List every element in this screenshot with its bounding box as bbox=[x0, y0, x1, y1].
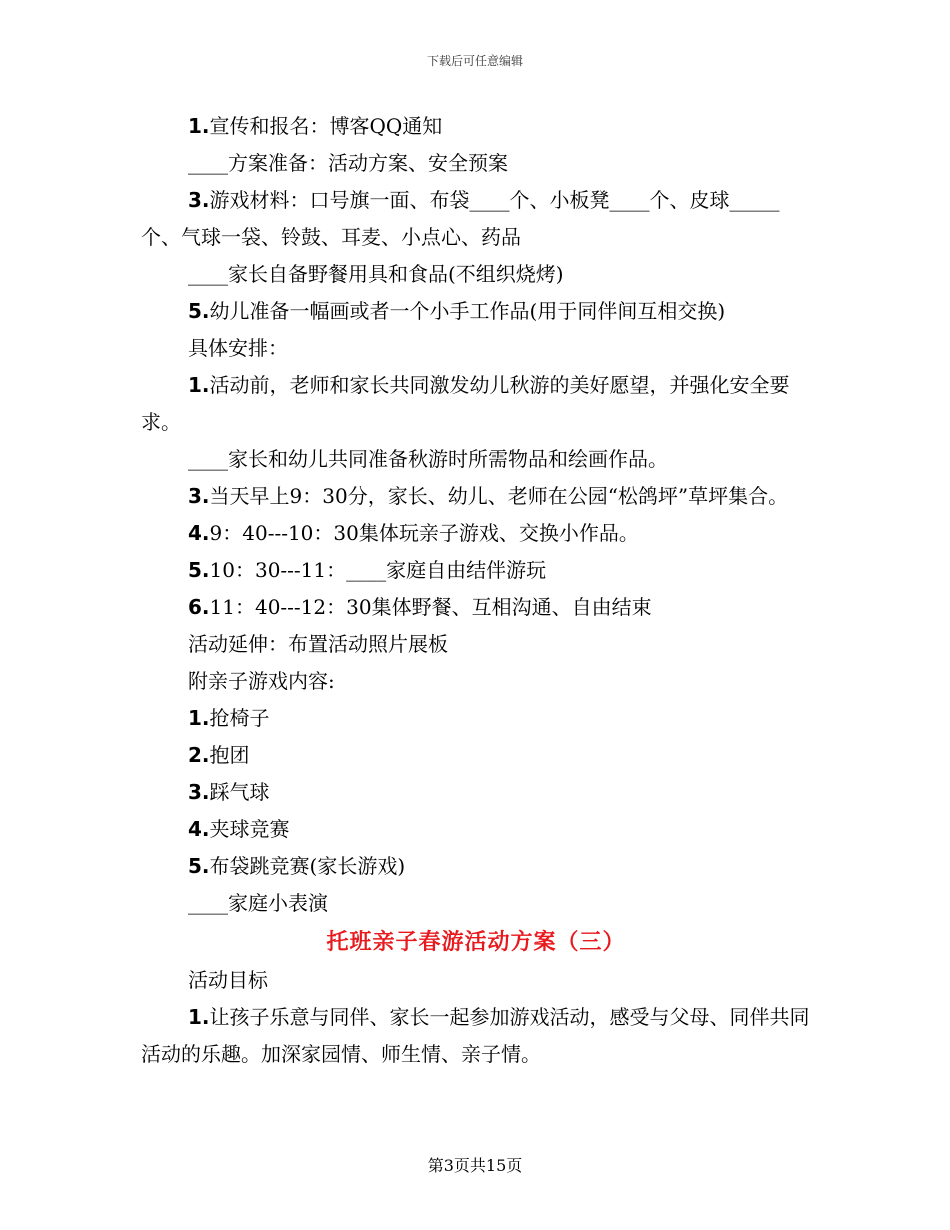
paragraph-text: 10：30---11：____家庭自由结伴游玩 bbox=[209, 558, 547, 582]
item-number: 3. bbox=[188, 780, 210, 804]
paragraph-text: 踩气球 bbox=[209, 780, 270, 804]
paragraph-text: 活动前，老师和家长共同激发幼儿秋游的美好愿望，并强化安全要求。 bbox=[141, 373, 790, 434]
paragraph-text: 9：40---10：30集体玩亲子游戏、交换小作品。 bbox=[209, 521, 639, 545]
item-number: 6. bbox=[188, 595, 210, 619]
paragraph bbox=[141, 515, 811, 552]
paragraph bbox=[141, 737, 811, 774]
paragraph-text: 让孩子乐意与同伴、家长一起参加游戏活动，感受与父母、同伴共同活动的乐趣。加深家园情、师生情、亲子情。 bbox=[141, 1005, 810, 1066]
paragraph bbox=[141, 182, 811, 256]
paragraph-text: 活动延伸：布置活动照片展板 bbox=[188, 632, 448, 656]
paragraph bbox=[141, 962, 811, 999]
paragraph bbox=[141, 108, 811, 145]
paragraph-text: 活动目标 bbox=[188, 968, 268, 992]
item-number: 1. bbox=[188, 706, 210, 730]
item-number: 5. bbox=[188, 299, 210, 323]
paragraph bbox=[141, 441, 811, 478]
paragraph-text: 夹球竞赛 bbox=[209, 817, 290, 841]
section-title: 托班亲子春游活动方案（三） bbox=[326, 929, 626, 955]
paragraph bbox=[141, 293, 811, 330]
paragraph-text: 游戏材料：口号旗一面、布袋____个、小板凳____个、皮球_____个、气球一袋、铃鼓、耳麦、小点心、药品 bbox=[141, 188, 780, 249]
paragraph bbox=[141, 256, 811, 293]
paragraph bbox=[141, 589, 811, 626]
section-b bbox=[141, 962, 811, 1073]
item-number: 5. bbox=[188, 854, 210, 878]
item-number: 4. bbox=[188, 521, 210, 545]
paragraph bbox=[141, 330, 811, 367]
paragraph bbox=[141, 626, 811, 663]
paragraph-text: 布袋跳竞赛(家长游戏) bbox=[209, 854, 406, 878]
item-number: 4. bbox=[188, 817, 210, 841]
paragraph bbox=[141, 700, 811, 737]
paragraph-text: 附亲子游戏内容: bbox=[188, 669, 335, 693]
paragraph bbox=[141, 552, 811, 589]
paragraph bbox=[141, 885, 811, 922]
item-number: 1. bbox=[188, 373, 210, 397]
paragraph bbox=[141, 367, 811, 441]
item-number: 1. bbox=[188, 114, 210, 138]
paragraph-text: 当天早上9：30分，家长、幼儿、老师在公园“松鸽坪”草坪集合。 bbox=[209, 484, 789, 508]
paragraph-text: ____家长自备野餐用具和食品(不组织烧烤) bbox=[188, 262, 564, 286]
paragraph-text: ____家庭小表演 bbox=[188, 891, 328, 915]
item-number: 1. bbox=[188, 1005, 210, 1029]
paragraph-text: 11：40---12：30集体野餐、互相沟通、自由结束 bbox=[209, 595, 652, 619]
item-number: 3. bbox=[188, 188, 210, 212]
paragraph bbox=[141, 145, 811, 182]
section-a bbox=[141, 108, 811, 922]
paragraph-text: 抢椅子 bbox=[209, 706, 270, 730]
item-number: 2. bbox=[188, 743, 210, 767]
paragraph-text: 抱团 bbox=[209, 743, 250, 767]
page-footer: 第3页共15页 bbox=[427, 1156, 523, 1175]
paragraph bbox=[141, 811, 811, 848]
paragraph-text: ____家长和幼儿共同准备秋游时所需物品和绘画作品。 bbox=[188, 447, 668, 471]
paragraph bbox=[141, 848, 811, 885]
paragraph bbox=[141, 663, 811, 700]
item-number: 3. bbox=[188, 484, 210, 508]
document-body bbox=[141, 108, 811, 1073]
paragraph bbox=[141, 999, 811, 1073]
paragraph bbox=[141, 478, 811, 515]
page-header-note: 下载后可任意编辑 bbox=[426, 54, 523, 68]
item-number: 5. bbox=[188, 558, 210, 582]
paragraph-text: 具体安排： bbox=[188, 336, 288, 360]
paragraph-text: ____方案准备：活动方案、安全预案 bbox=[188, 151, 508, 175]
paragraph bbox=[141, 774, 811, 811]
paragraph-text: 宣传和报名：博客QQ通知 bbox=[209, 114, 443, 138]
paragraph-text: 幼儿准备一幅画或者一个小手工作品(用于同伴间互相交换) bbox=[209, 299, 726, 323]
